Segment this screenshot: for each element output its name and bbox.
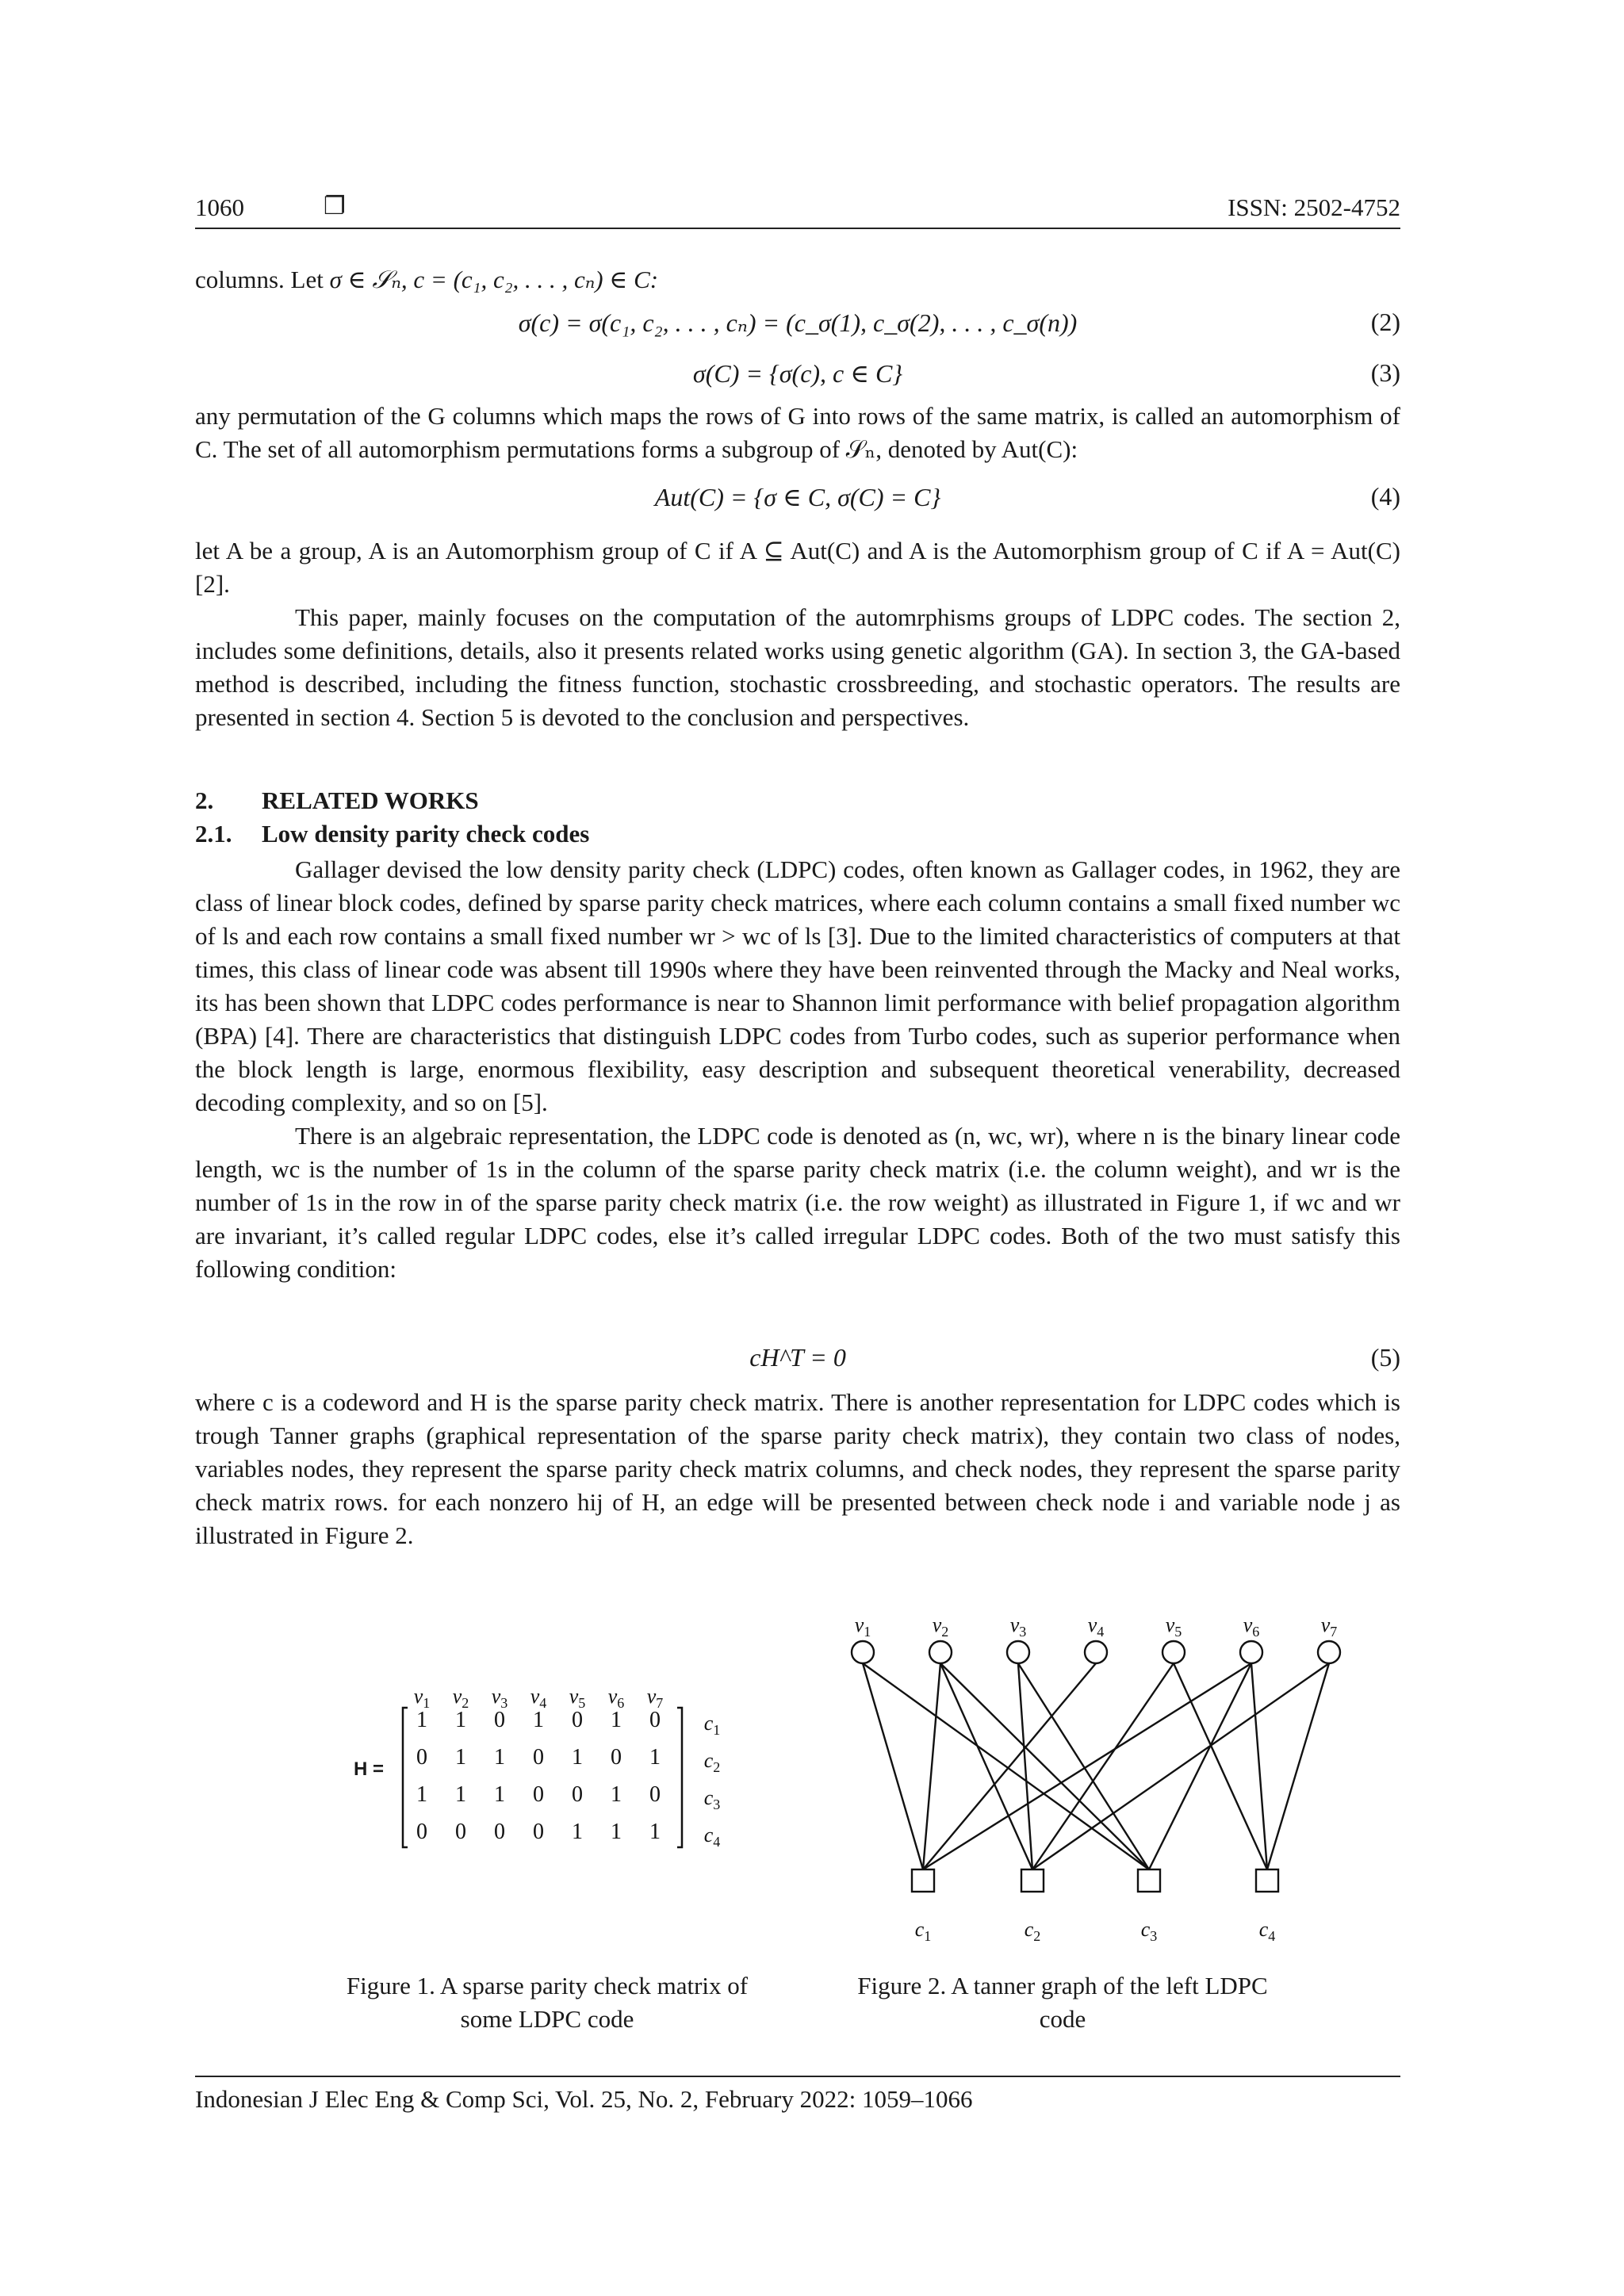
subsection-heading [195, 820, 590, 848]
equation-2-body: σ(c) = σ(c₁, c₂, . . . , cₙ) = (c_σ(1), c_σ(2), . . . , c_σ(n)) [518, 308, 1078, 337]
matrix-col-label: $v_6$ [607, 1686, 625, 1711]
tanner-edge [923, 1663, 1096, 1869]
check-node-label: $c_3$ [1140, 1918, 1158, 1944]
paragraph-tanner: where c is a codeword and H is the sparse parity check matrix. There is another representation for LDPC codes which is trough Tanner graphs (graphical representation of the sparse parity check matrix), they contain two class of nodes, variables nodes, they represent the sparse parity check matrix columns, and check nodes, they represent the sparse parity check matrix rows. for each nonzero hij of H, an edge will be presented between check node i and variable node j as illustrated in Figure 2. [195, 1388, 1400, 1549]
variable-node [1318, 1641, 1340, 1663]
variable-node [1007, 1641, 1029, 1663]
equation-4-number: (4) [1370, 482, 1400, 511]
matrix-row-label: $c_2$ [703, 1749, 721, 1775]
equation-5-body: cH^T = 0 [749, 1343, 846, 1372]
variable-node [852, 1641, 874, 1663]
check-node-label: $c_4$ [1258, 1918, 1276, 1944]
paragraph-group: let A be a group, A is an Automorphism group of C if A ⊆ Aut(C) and A is the Automorphism group of C if A = Aut(C) [2]. [195, 537, 1400, 598]
matrix-col-label: $v_3$ [491, 1686, 508, 1711]
variable-node [1240, 1641, 1262, 1663]
equation-4 [195, 482, 1400, 517]
paragraph-algebraic: There is an algebraic representation, the LDPC code is denoted as (n, wc, wr), where n is the binary linear code length, wc is the number of 1s in the column of the sparse parity check matrix (i.e. the column weight), and wr is the number of 1s in the row in of the sparse parity check matrix (i.e. the row weight) as illustrated in Figure 1, if wc and wr are invariant, it’s called regular LDPC codes, else it’s called irregular LDPC codes. Both of the two must satisfy this following condition: [195, 1122, 1400, 1283]
equation-3-number: (3) [1370, 358, 1400, 387]
check-node [1138, 1869, 1160, 1892]
matrix-col-label: $v_5$ [569, 1686, 586, 1711]
section-number: 2. [195, 786, 214, 814]
intro-line [195, 263, 1400, 297]
header-rule [195, 228, 1400, 229]
matrix-cell: 0 [494, 1708, 505, 1732]
variable-node [1085, 1641, 1107, 1663]
figure-1-caption-line1: Figure 1. A sparse parity check matrix of [346, 1972, 749, 1999]
matrix-cell: 0 [572, 1708, 583, 1732]
matrix-cell: 0 [416, 1820, 427, 1844]
matrix-cell: 1 [494, 1782, 505, 1807]
matrix-row-label: $c_1$ [703, 1712, 721, 1738]
figure-1-caption-line2: some LDPC code [460, 2005, 634, 2033]
check-node [1021, 1869, 1044, 1892]
matrix-cell: 1 [455, 1708, 466, 1732]
figure-2-caption-line2: code [1039, 2005, 1086, 2033]
variable-node [929, 1641, 952, 1663]
subsection-title: Low density parity check codes [262, 820, 590, 848]
intro-math: σ ∈ 𝒮ₙ, c = (c₁, c₂, . . . , cₙ) ∈ C: [329, 266, 659, 293]
tanner-edge [1032, 1663, 1174, 1869]
paragraph-focus: This paper, mainly focuses on the computation of the automrphisms groups of LDPC codes. The section 2, includes some definitions, details, also it presents related works using genetic algorithm (GA). In section 3, the GA-based method is described, including the fitness function, stochastic crossbreeding, and stochastic operators. The results are presented in section 4. Section 5 is devoted to the conclusion and perspectives. [195, 603, 1400, 731]
figure-2-tanner-graph [833, 1603, 1356, 1952]
variable-node-label: $v_1$ [854, 1613, 871, 1640]
matrix-row-label: $c_3$ [703, 1786, 721, 1812]
matrix-cell: 0 [649, 1782, 661, 1807]
subsection-number: 2.1. [195, 820, 232, 848]
matrix-cell: 0 [416, 1745, 427, 1770]
matrix-col-label: $v_1$ [413, 1686, 431, 1711]
equation-3 [195, 358, 1400, 393]
tanner-edge [1149, 1663, 1251, 1869]
matrix-cell: 1 [611, 1708, 622, 1732]
figure-1-caption [301, 1969, 793, 2036]
section-heading [195, 786, 479, 815]
tanner-edge [1032, 1663, 1329, 1869]
check-node-label: $c_1$ [914, 1918, 932, 1944]
tanner-edge [863, 1663, 1149, 1869]
matrix-col-label: $v_7$ [646, 1686, 664, 1711]
matrix-svg [354, 1686, 750, 1860]
matrix-cell: 0 [572, 1782, 583, 1807]
matrix-cell: 1 [649, 1820, 661, 1844]
matrix-col-label: $v_2$ [452, 1686, 469, 1711]
matrix-cell: 1 [533, 1708, 544, 1732]
intro-prefix: columns. Let [195, 266, 330, 293]
box-icon: ❐ [324, 192, 346, 220]
section-title: RELATED WORKS [262, 786, 479, 814]
check-node [912, 1869, 934, 1892]
matrix-cell: 0 [494, 1820, 505, 1844]
variable-node [1162, 1641, 1185, 1663]
variable-node-label: $v_7$ [1320, 1613, 1338, 1640]
figure-2-caption-line1: Figure 2. A tanner graph of the left LDPC [857, 1972, 1268, 1999]
matrix-cell: 1 [572, 1745, 583, 1770]
matrix-cell: 1 [494, 1745, 505, 1770]
matrix-col-label: $v_4$ [530, 1686, 547, 1711]
tanner-edge [1018, 1663, 1149, 1869]
matrix-right-bracket [677, 1708, 682, 1847]
matrix-cell: 1 [611, 1820, 622, 1844]
figure-2-caption [809, 1969, 1316, 2036]
issn: ISSN: 2502-4752 [1228, 193, 1400, 221]
tanner-edge [1267, 1663, 1329, 1869]
matrix-cell: 1 [455, 1782, 466, 1807]
matrix-cell: 0 [533, 1820, 544, 1844]
matrix-cell: 1 [455, 1745, 466, 1770]
matrix-cell: 1 [572, 1820, 583, 1844]
tanner-edge [863, 1663, 923, 1869]
variable-node-label: $v_5$ [1165, 1613, 1182, 1640]
matrix-cell: 1 [416, 1708, 427, 1732]
tanner-edge [940, 1663, 1032, 1869]
variable-node-label: $v_4$ [1087, 1613, 1105, 1640]
matrix-cell: 0 [611, 1745, 622, 1770]
equation-2-number: (2) [1370, 308, 1400, 336]
tanner-edge [923, 1663, 940, 1869]
matrix-cell: 1 [416, 1782, 427, 1807]
equation-3-body: σ(C) = {σ(c), c ∈ C} [692, 359, 903, 388]
check-node-label: $c_2$ [1024, 1918, 1041, 1944]
equation-5-number: (5) [1370, 1343, 1400, 1372]
equation-4-body: Aut(C) = {σ ∈ C, σ(C) = C} [654, 483, 941, 511]
figure-1-matrix [354, 1686, 750, 1860]
footer-rule [195, 2076, 1400, 2077]
paragraph-permutation: any permutation of the G columns which maps the rows of G into rows of the same matrix, is called an automorphism of C. The set of all automorphism permutations forms a subgroup of 𝒮ₙ, denoted by Aut(C): [195, 402, 1400, 463]
matrix-cell: 1 [611, 1782, 622, 1807]
matrix-cell: 0 [649, 1708, 661, 1732]
matrix-cell: 0 [455, 1820, 466, 1844]
paragraph-gallager: Gallager devised the low density parity check (LDPC) codes, often known as Gallager codes, in 1962, they are class of linear block codes, defined by sparse parity check matrices, where each column contains a small fixed number wc of ls and each row contains a small fixed number wr > wc of ls [3]. Due to the limited characteristics of computers at that times, this class of linear code was absent till 1990s where they have been reinvented through the Macky and Neal works, its has been shown that LDPC codes performance is near to Shannon limit performance with belief propagation algorithm (BPA) [4]. There are characteristics that distinguish LDPC codes from Turbo codes, such as superior performance when the block length is large, enormous flexibility, easy description and subsequent theoretical venerability, decreased decoding complexity, and so on [5]. [195, 855, 1400, 1116]
matrix-row-label: $c_4$ [703, 1823, 721, 1850]
h-label: H = [354, 1758, 385, 1780]
variable-node-label: $v_3$ [1009, 1613, 1027, 1640]
variable-node-label: $v_6$ [1243, 1613, 1260, 1640]
matrix-left-bracket [403, 1708, 408, 1847]
page-number: 1060 [195, 193, 244, 221]
check-node [1256, 1869, 1278, 1892]
equation-2 [195, 308, 1400, 342]
equation-5 [195, 1343, 1400, 1378]
tanner-edge [1018, 1663, 1032, 1869]
matrix-cell: 1 [649, 1745, 661, 1770]
matrix-cell: 0 [533, 1745, 544, 1770]
footer-citation: Indonesian J Elec Eng & Comp Sci, Vol. 25, No. 2, February 2022: 1059–1066 [195, 2085, 973, 2113]
matrix-cell: 0 [533, 1782, 544, 1807]
variable-node-label: $v_2$ [932, 1613, 949, 1640]
